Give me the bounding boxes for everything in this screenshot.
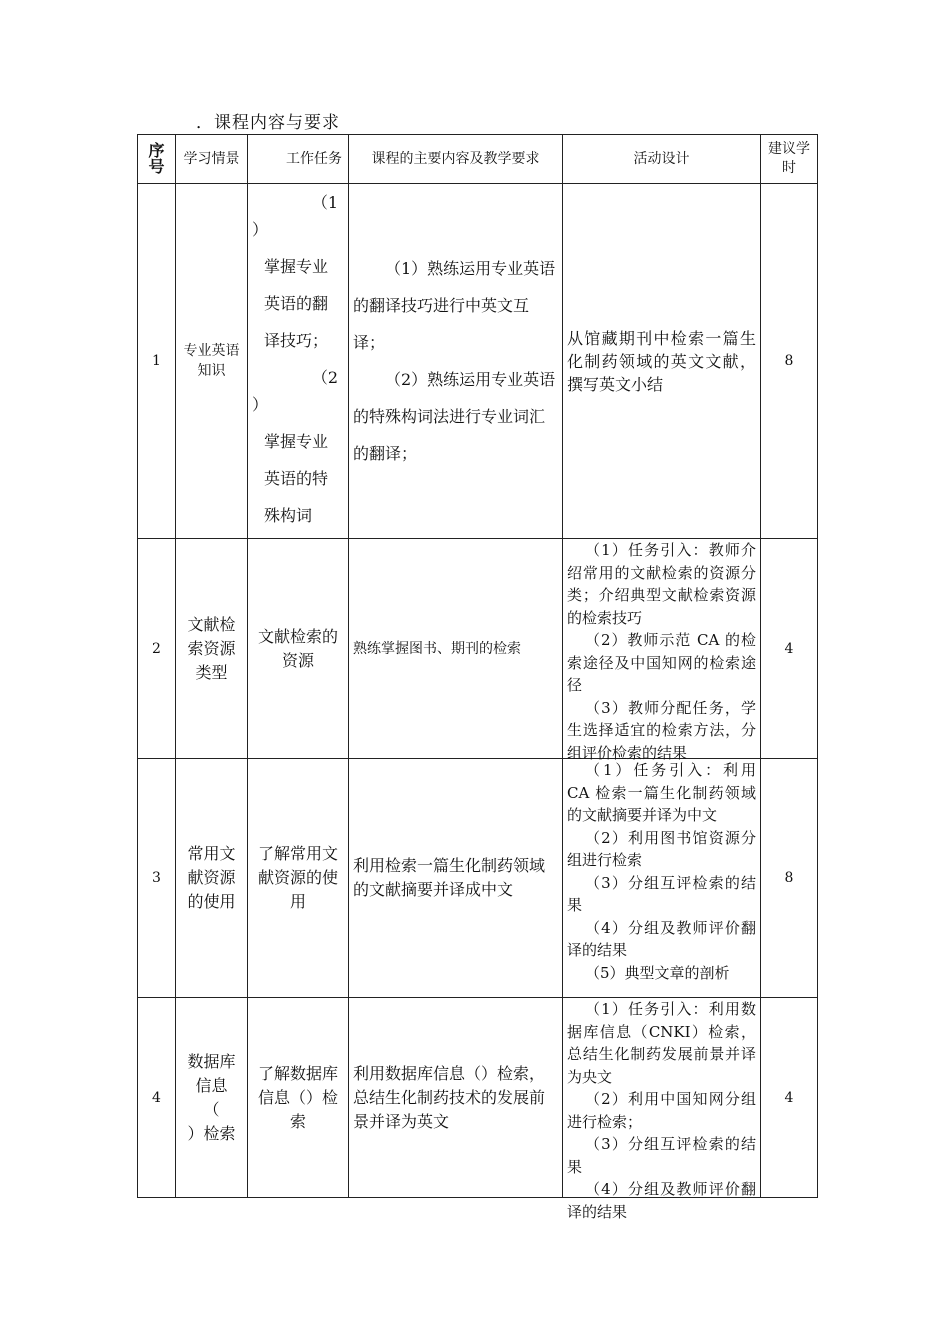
row-hours: 4: [761, 998, 818, 1198]
content-paragraph: （1）熟练运用专业英语的翻译技巧进行中英文互译；: [353, 259, 556, 352]
row-task: [248, 184, 349, 539]
task-line: 殊构词: [264, 506, 313, 525]
row-content: 利用数据库信息（）检索，总结生化制药技术的发展前景并译为英文: [349, 998, 563, 1198]
task-line: 掌握专业: [264, 257, 329, 276]
table-row: [138, 539, 818, 759]
activity-paragraph: （2）利用图书馆资源分组进行检索: [567, 828, 756, 869]
row-activity: [563, 539, 761, 762]
activity-paragraph: （3）分组互评检索的结果: [567, 1135, 756, 1176]
row-hours: 8: [761, 184, 818, 539]
scene-line: （: [203, 1099, 220, 1119]
row-scene: 专业英语知识: [176, 184, 248, 539]
table-row: [138, 184, 818, 539]
activity-paragraph: （1）任务引入：教师介绍常用的文献检索的资源分类；介绍典型文献检索资源的检索技巧: [567, 541, 756, 627]
activity-paragraph: （4）分组及教师评价翻译的结果: [567, 918, 756, 959]
row-activity: [563, 759, 761, 998]
header-task: 工作任务: [248, 135, 349, 184]
section-heading: ．课程内容与要求: [196, 113, 340, 133]
header-content: 课程的主要内容及教学要求: [349, 135, 563, 184]
task-line: 译技巧；: [264, 331, 329, 350]
table-row: [138, 998, 818, 1198]
activity-paragraph: （3）教师分配任务，学生选择适宜的检索方法，分组评价检索的结果: [567, 698, 756, 762]
scene-line: ）检索: [187, 1123, 236, 1143]
activity-paragraph: （3）分组互评检索的结果: [567, 873, 756, 914]
row-activity: 从馆藏期刊中检索一篇生化制药领域的英文文献，撰写英文小结: [563, 184, 761, 539]
activity-paragraph: （2）利用中国知网分组进行检索；: [567, 1090, 756, 1131]
header-index: 序号: [138, 135, 176, 184]
task-line: （1: [311, 193, 338, 212]
content-paragraph: （2）熟练运用专业英语的特殊构词法进行专业词汇的翻译；: [353, 370, 556, 463]
task-line: ）: [252, 395, 269, 414]
row-content: 熟练掌握图书、期刊的检索: [349, 539, 563, 759]
row-index: 4: [138, 998, 176, 1198]
activity-paragraph: （5）典型文章的剖析: [585, 963, 730, 982]
scene-line: 信息: [195, 1075, 228, 1095]
task-line: （2: [311, 368, 338, 387]
header-hours: 建议学时: [761, 135, 818, 184]
activity-paragraph: （4）分组及教师评价翻译的结果: [567, 1180, 756, 1221]
row-content: 利用检索一篇生化制药领域的文献摘要并译成中文: [349, 759, 563, 998]
row-scene: 常用文献资源的使用: [176, 759, 248, 998]
course-content-table: [137, 134, 818, 1221]
header-scene: 学习情景: [176, 135, 248, 184]
task-line: ）: [252, 220, 269, 239]
header-activity: 活动设计: [563, 135, 761, 184]
row-task: 了解数据库信息（）检索: [248, 998, 349, 1198]
row-index: 3: [138, 759, 176, 998]
row-scene: [176, 998, 248, 1198]
row-index: 1: [138, 184, 176, 539]
row-content: [349, 184, 563, 539]
row-task: 文献检索的资源: [248, 539, 349, 759]
row-index: 2: [138, 539, 176, 759]
row-task: 了解常用文献资源的使用: [248, 759, 349, 998]
activity-paragraph: （1）任务引入：利用 CA 检索一篇生化制药领域的文献摘要并译为中文: [567, 761, 756, 824]
row-scene: 文献检索资源类型: [176, 539, 248, 759]
table-header-row: [138, 135, 818, 184]
scene-line: 数据库: [187, 1051, 236, 1071]
table-row: [138, 759, 818, 998]
task-line: 掌握专业: [264, 432, 329, 451]
row-activity: [563, 998, 761, 1221]
row-hours: 8: [761, 759, 818, 998]
activity-paragraph: （1）任务引入：利用数据库信息（CNKI）检索，总结生化制药发展前景并译为央文: [567, 1000, 756, 1086]
task-line: 英语的特: [264, 469, 329, 488]
activity-paragraph: （2）教师示范 CA 的检索途径及中国知网的检索途径: [567, 631, 756, 694]
row-hours: 4: [761, 539, 818, 759]
task-line: 英语的翻: [264, 294, 329, 313]
